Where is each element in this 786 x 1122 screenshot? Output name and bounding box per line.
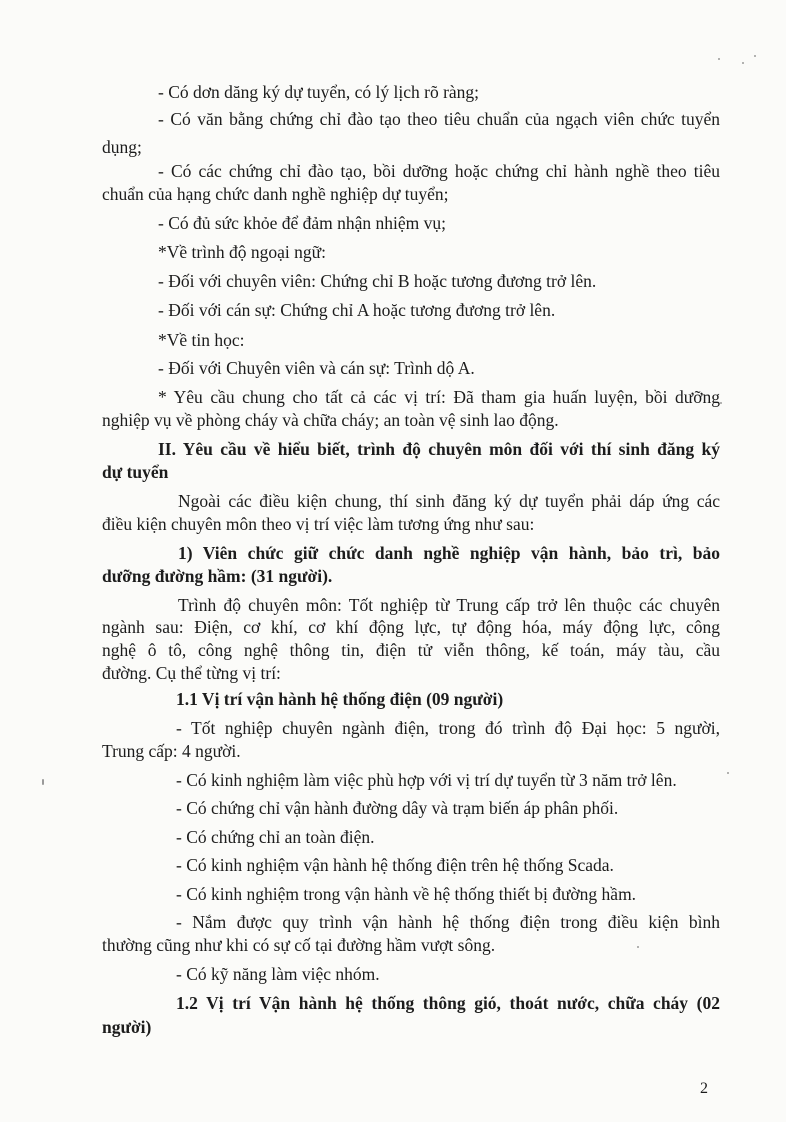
text-line: - Có dơn dăng ký dự tuyển, có lý lịch rõ ràng; xyxy=(158,82,480,102)
text-line: nghệ ô tô, công nghệ thông tin, điện tử viễn thông, kế toán, máy tàu, cầu xyxy=(102,640,720,660)
text-line: thường cũng như khi có sự cố tại đường hầm vượt sông. xyxy=(102,935,496,955)
scan-speck xyxy=(742,62,744,64)
text-line: Trình độ chuyên môn: Tốt nghiệp từ Trung cấp trở lên thuộc các chuyên xyxy=(178,595,720,615)
text-line: - Nắm được quy trình vận hành hệ thống điện trong điều kiện bình xyxy=(176,912,720,932)
text-line: - Có kinh nghiệm làm việc phù hợp với vị trí dự tuyển từ 3 năm trở lên. xyxy=(176,770,677,790)
text-line: - Có văn bằng chứng chỉ đào tạo theo tiêu chuẩn của ngạch viên chức tuyển xyxy=(158,109,720,129)
text-line: - Có kinh nghiệm trong vận hành về hệ thống thiết bị đường hầm. xyxy=(176,884,637,904)
scan-speck xyxy=(637,946,639,948)
text-line: Trung cấp: 4 người. xyxy=(102,741,241,761)
text-line: đường. Cụ thể từng vị trí: xyxy=(102,663,281,683)
text-line: - Đối với cán sự: Chứng chỉ A hoặc tương đương trở lên. xyxy=(158,300,556,320)
text-line: ngành sau: Điện, cơ khí, cơ khí động lực, tự động hóa, máy động lực, công xyxy=(102,617,720,637)
subsection-heading: 1.1 Vị trí vận hành hệ thống điện (09 người) xyxy=(176,689,504,709)
section-heading: II. Yêu cầu về hiểu biết, trình độ chuyên môn đối với thí sinh đăng ký xyxy=(158,439,720,459)
text-line: chuẩn của hạng chức danh nghề nghiệp dự tuyển; xyxy=(102,184,449,204)
subsection-heading: 1) Viên chức giữ chức danh nghề nghiệp vận hành, bảo trì, bảo xyxy=(178,543,720,563)
text-line: - Có kỹ năng làm việc nhóm. xyxy=(176,964,380,984)
text-line: *Về trình độ ngoại ngữ: xyxy=(158,242,326,262)
text-line: - Đối với Chuyên viên và cán sự: Trình dộ A. xyxy=(158,358,475,378)
scan-speck xyxy=(727,772,729,774)
text-line: - Đối với chuyên viên: Chứng chỉ B hoặc tương đương trở lên. xyxy=(158,271,597,291)
section-heading: dự tuyển xyxy=(102,462,169,482)
text-line: - Có các chứng chỉ đào tạo, bồi dưỡng hoặc chứng chỉ hành nghề theo tiêu xyxy=(158,161,720,181)
page-number: 2 xyxy=(700,1080,708,1097)
text-line: - Có chứng chỉ vận hành đường dây và trạm biến áp phân phối. xyxy=(176,798,619,818)
text-line: - Có đủ sức khỏe để đảm nhận nhiệm vụ; xyxy=(158,213,446,233)
scan-speck xyxy=(754,55,756,57)
text-line: dụng; xyxy=(102,137,142,157)
scan-speck xyxy=(718,58,720,60)
text-line: điều kiện chuyên môn theo vị trí việc làm tương ứng như sau: xyxy=(102,514,535,534)
scan-speck xyxy=(42,779,44,785)
text-line: Ngoài các điều kiện chung, thí sinh đăng ký dự tuyển phải dáp ứng các xyxy=(178,491,720,511)
text-line: *Về tin học: xyxy=(158,330,245,350)
text-line: - Có kinh nghiệm vận hành hệ thống điện trên hệ thống Scada. xyxy=(176,855,614,875)
scan-speck xyxy=(720,402,722,404)
subsection-heading: người) xyxy=(102,1017,152,1037)
text-line: - Tốt nghiệp chuyên ngành điện, trong đó trình độ Đại học: 5 người, xyxy=(176,718,720,738)
subsection-heading: 1.2 Vị trí Vận hành hệ thống thông gió, thoát nước, chữa cháy (02 xyxy=(176,993,720,1013)
subsection-heading: dưỡng đường hầm: (31 người). xyxy=(102,566,333,586)
text-line: * Yêu cầu chung cho tất cả các vị trí: Đã tham gia huấn luyện, bồi dưỡng xyxy=(158,387,720,407)
text-line: - Có chứng chỉ an toàn điện. xyxy=(176,827,375,847)
text-line: nghiệp vụ về phòng cháy và chữa cháy; an toàn vệ sinh lao động. xyxy=(102,410,559,430)
